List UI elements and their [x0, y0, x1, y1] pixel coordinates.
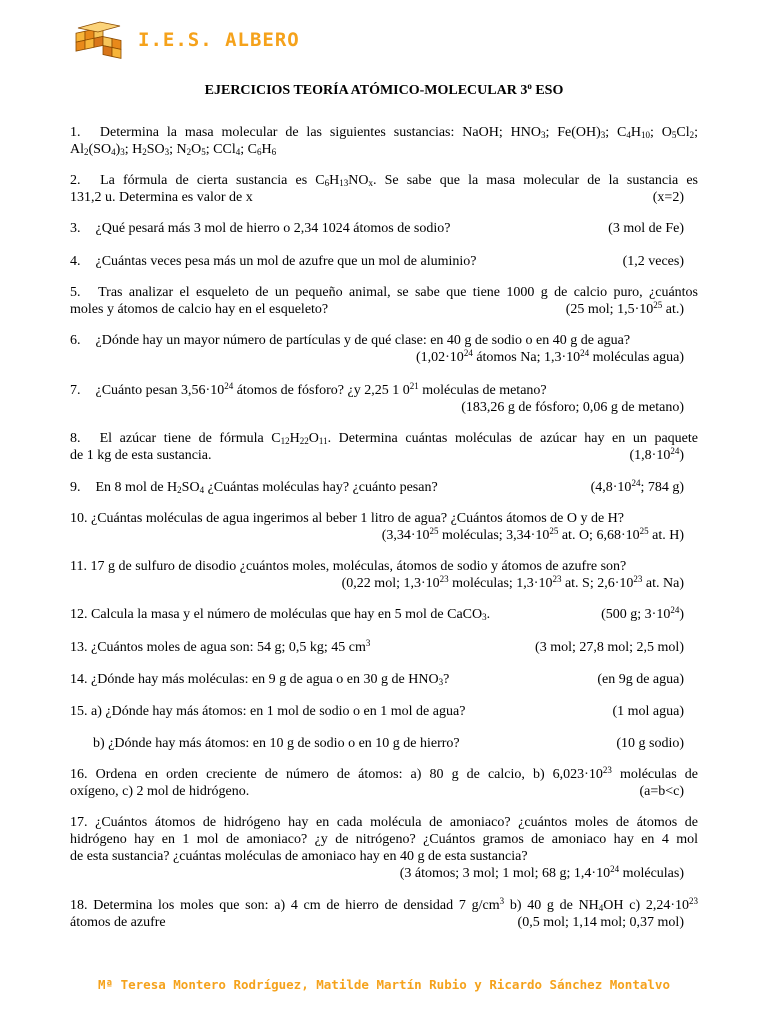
exercise-12: 12. Calcula la masa y el número de moléculas que hay en 5 mol de CaCO$_3$. (500 g; $3\cdot 10^{24}$)	[70, 605, 684, 622]
exercise-8: 8. El azúcar tiene de fórmula $C_{12}H_{22}O_{11}$. Determina cuántas moléculas de azúcar hay en un paquete de 1 kg de esta sustancia. $(1,8\cdot 10^{24})$	[70, 431, 698, 463]
exercise-14: 14. ¿Dónde hay más moléculas: en 9 g de agua o en 30 g de $HNO_3$? (en 9g de agua)	[70, 672, 684, 687]
school-logo-icon	[72, 20, 124, 60]
exercise-7: 7. ¿Cuánto pesan $3,56\cdot 10^{24}$ átomos de fósforo? ¿y 2,25 1 $0^{21}$ moléculas de metano? (183,26 g de fósforo; 0,06 g de metano)	[70, 381, 684, 415]
exercise-16: 16. Ordena en orden creciente de número de átomos: a) 80 g de calcio, b) $6,023\cdot 10^{23}$ moléculas de oxígeno, c) 2 mol de hidrógeno. (a=b<c)	[70, 766, 698, 799]
exercise-10: 10. ¿Cuántas moléculas de agua ingerimos al beber 1 litro de agua? ¿Cuántos átomos de O y de H? ($3,34\cdot 10^{25}$ moléculas; $3,34\cdot 10^{25}$ at. O; $6,68\cdot 10^{25}$ at. H)	[70, 511, 684, 543]
exercise-13: 13. ¿Cuántos moles de agua son: 54 g; 0,5 kg; 45 $cm^3$ (3 mol; 27,8 mol; 2,5 mol)	[70, 638, 684, 655]
exercise-3: 3. ¿Qué pesará más 3 mol de hierro o 2,34 1024 átomos de sodio? (3 mol de Fe)	[70, 221, 684, 236]
exercise-17: 17. ¿Cuántos átomos de hidrógeno hay en cada molécula de amoniaco? ¿cuántos moles de átomos de hidrógeno hay en 1 mol de amoniaco? ¿y de nitrógeno? ¿Cuántos gramos de amoniaco hay en 4 mol de esta sustancia? ¿cuántas moléculas de amoniaco hay en 40 g de esta sustancia? (3 átomos; 3 mol; 1 mol; 68 g; $1,4\cdot 10^{24}$ moléculas)	[70, 815, 698, 881]
exercise-2: 2. La fórmula de cierta sustancia es $C_6H_{13}NO_x$. Se sabe que la masa molecular de la sustancia es 131,2 u. Determina es valor de x (x=2)	[70, 173, 698, 205]
exercise-6: 6. ¿Dónde hay un mayor número de partículas y de qué clase: en 40 g de sodio o en 40 g de agua? ($1,02\cdot 10^{24}$ átomos Na; $1,3\cdot 10^{24}$ moléculas agua)	[70, 333, 684, 365]
exercise-15a: 15. a) ¿Dónde hay más átomos: en 1 mol de sodio o en 1 mol de agua? (1 mol agua)	[70, 704, 684, 719]
exercise-4: 4. ¿Cuántas veces pesa más un mol de azufre que un mol de aluminio? (1,2 veces)	[70, 254, 684, 269]
exercise-5: 5. Tras analizar el esqueleto de un pequeño animal, se sabe que tiene 1000 g de calcio puro, ¿cuántos moles y átomos de calcio hay en el esqueleto? (25 mol; $1,5\cdot 10^{25}$ at.)	[70, 285, 698, 317]
exercise-11: 11. 17 g de sulfuro de disodio ¿cuántos moles, moléculas, átomos de sodio y átomos de azufre son? (0,22 mol; $1,3\cdot 10^{23}$ moléculas; $1,3\cdot 10^{23}$ at. S; $2,6\cdot 10^{23}$ at. Na)	[70, 559, 684, 591]
page-title: EJERCICIOS TEORÍA ATÓMICO-MOLECULAR 3$^o$ ESO	[204, 81, 564, 98]
school-name: I.E.S. ALBERO	[138, 29, 300, 51]
exercise-1: 1. Determina la masa molecular de las siguientes sustancias: NaOH; $HNO_3$; $Fe(OH)_3$; $C_4H_{10}$; $O_5Cl_2$; $Al_2(SO_4)_3$; $H_2SO_3$; $N_2O_5$; CCl$_4$; $C_6H_6$	[70, 125, 698, 157]
header	[72, 20, 300, 60]
exercise-15b: b) ¿Dónde hay más átomos: en 10 g de sodio o en 10 g de hierro? (10 g sodio)	[93, 736, 684, 751]
exercise-18: 18. Determina los moles que son: a) 4 cm de hierro de densidad 7 $g/cm^3$ b) 40 g de $NH_4OH$ c) $2,24\cdot 10^{23}$ átomos de azufre (0,5 mol; 1,14 mol; 0,37 mol)	[70, 897, 698, 930]
footer-authors: Mª Teresa Montero Rodríguez, Matilde Martín Rubio y Ricardo Sánchez Montalvo	[98, 977, 670, 992]
exercise-9: 9. En 8 mol de $H_2SO_4$ ¿Cuántas moléculas hay? ¿cuánto pesan? ($4,8\cdot 10^{24}$; 784 g)	[70, 478, 684, 495]
